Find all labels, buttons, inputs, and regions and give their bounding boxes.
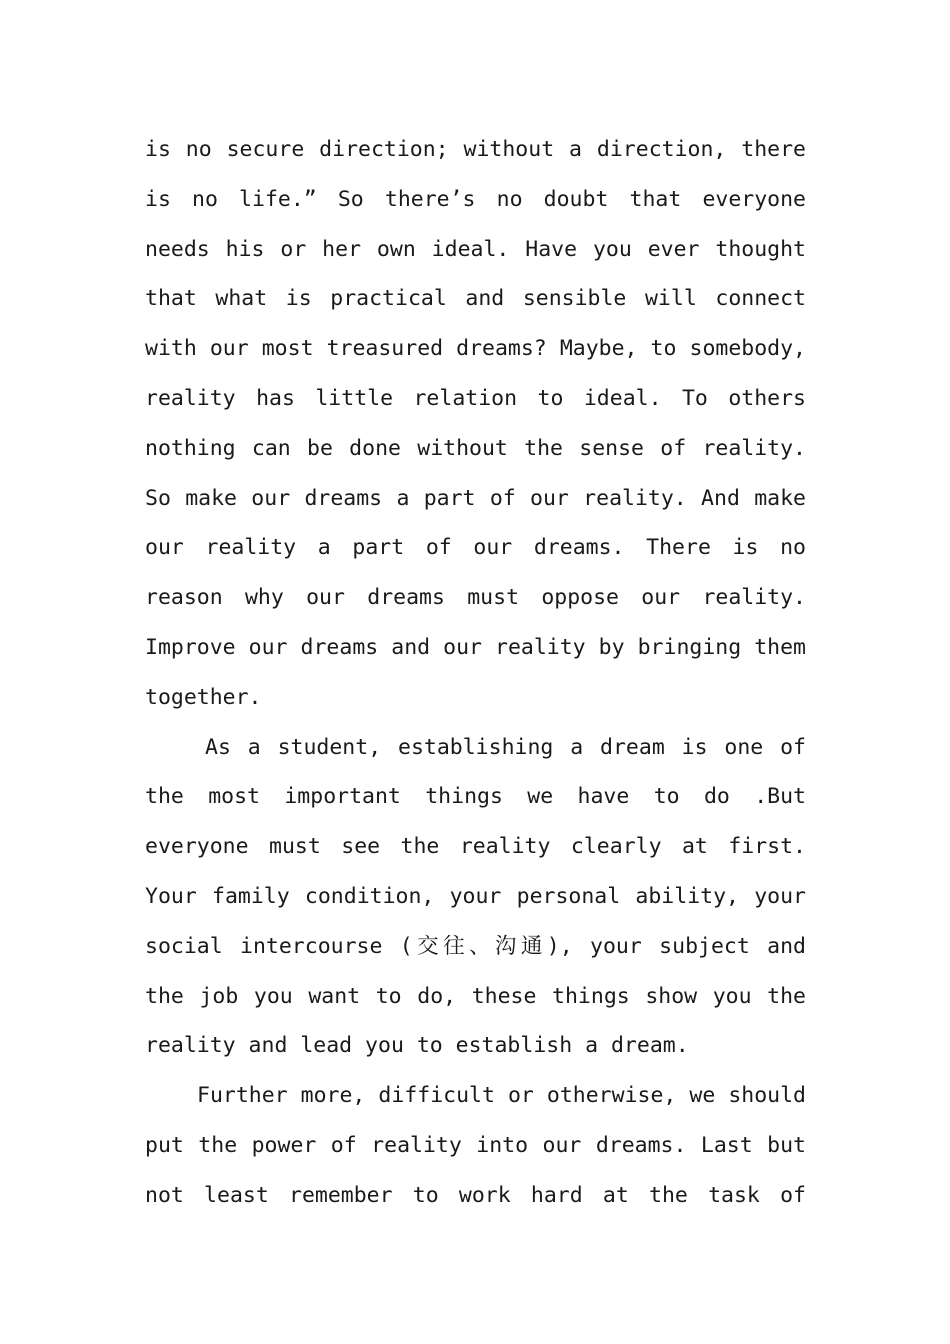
- paragraph-first-line: As a student, establishing a dream is one of: [205, 734, 806, 760]
- text-line: So make our dreams a part of our reality. And make: [145, 485, 806, 511]
- text-line: is no secure direction; without a direction, there: [145, 137, 806, 162]
- text-line: our reality a part of our dreams. There is no: [145, 535, 806, 561]
- body-text: [145, 125, 806, 1221]
- text-line: needs his or her own ideal. Have you ever thought: [145, 236, 806, 262]
- text-line: Improve our dreams and our reality by bringing them: [145, 634, 806, 660]
- text-line: reason why our dreams must oppose our reality.: [145, 585, 806, 611]
- paragraph-first-line: Further more, difficult or otherwise, we should: [197, 1083, 806, 1109]
- text-line: Your family condition, your personal ability, your: [145, 883, 806, 909]
- text-line: the job you want to do, these things show you the: [145, 983, 806, 1009]
- text-line: with our most treasured dreams? Maybe, to somebody,: [145, 336, 806, 362]
- text-line: put the power of reality into our dreams. Last but: [145, 1132, 806, 1158]
- text-line: together.: [145, 684, 262, 710]
- text-line: reality and lead you to establish a dream.: [145, 1033, 689, 1059]
- text-line: reality has little relation to ideal. To others: [145, 385, 806, 411]
- text-line: nothing can be done without the sense of reality.: [145, 435, 806, 461]
- text-line: is no life.” So there’s no doubt that everyone: [145, 186, 806, 212]
- text-line: everyone must see the reality clearly at first.: [145, 834, 806, 860]
- text-line: the most important things we have to do .But: [145, 784, 806, 810]
- text-line: not least remember to work hard at the task of: [145, 1182, 806, 1208]
- text-line: that what is practical and sensible will connect: [145, 286, 806, 312]
- text-line: social intercourse (交往、沟通), your subject and: [145, 933, 806, 959]
